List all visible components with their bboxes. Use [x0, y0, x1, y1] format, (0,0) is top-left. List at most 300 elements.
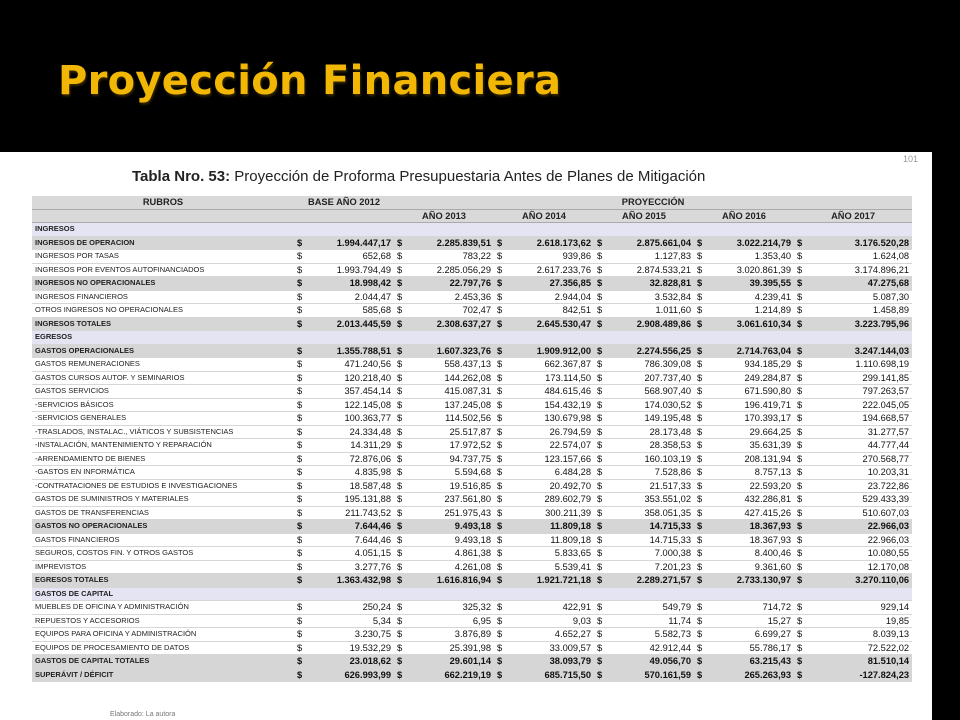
table-row [32, 668, 912, 682]
amount-cell: 3.532,84 [606, 290, 694, 304]
row-label: -SERVICIOS BÁSICOS [32, 398, 294, 412]
currency-symbol: $ [394, 493, 406, 507]
currency-symbol: $ [394, 601, 406, 615]
currency-symbol: $ [594, 614, 606, 628]
amount-cell: 55.786,17 [706, 641, 794, 655]
currency-symbol: $ [594, 466, 606, 480]
table-row [32, 574, 912, 588]
row-label: EQUIPOS PARA OFICINA Y ADMINISTRACIÓN [32, 628, 294, 642]
amount-cell: 702,47 [406, 304, 494, 318]
currency-symbol: $ [294, 668, 306, 682]
row-label: GASTOS NO OPERACIONALES [32, 520, 294, 534]
amount-cell: 2.617.233,76 [506, 263, 594, 277]
currency-symbol: $ [594, 412, 606, 426]
row-label: SEGUROS, COSTOS FIN. Y OTROS GASTOS [32, 547, 294, 561]
currency-symbol: $ [394, 574, 406, 588]
amount-cell: 7.000,38 [606, 547, 694, 561]
currency-symbol: $ [394, 439, 406, 453]
amount-cell: 662.367,87 [506, 358, 594, 372]
table-row [32, 533, 912, 547]
amount-cell: 20.492,70 [506, 479, 594, 493]
currency-symbol: $ [494, 520, 506, 534]
currency-symbol: $ [494, 601, 506, 615]
currency-symbol: $ [694, 574, 706, 588]
amount-cell: 211.743,52 [306, 506, 394, 520]
section-row [32, 331, 912, 345]
amount-cell: 529.433,39 [806, 493, 912, 507]
row-label: GASTOS FINANCIEROS [32, 533, 294, 547]
currency-symbol: $ [794, 412, 806, 426]
amount-cell: 2.453,36 [406, 290, 494, 304]
currency-symbol: $ [594, 290, 606, 304]
currency-symbol: $ [594, 385, 606, 399]
amount-cell: 2.044,47 [306, 290, 394, 304]
currency-symbol: $ [394, 479, 406, 493]
amount-cell: 1.353,40 [706, 250, 794, 264]
currency-symbol: $ [794, 614, 806, 628]
amount-cell: 137.245,08 [406, 398, 494, 412]
amount-cell: 5.539,41 [506, 560, 594, 574]
header-year: AÑO 2017 [794, 209, 912, 223]
amount-cell: 19,85 [806, 614, 912, 628]
amount-cell: 685.715,50 [506, 668, 594, 682]
amount-cell: 25.391,98 [406, 641, 494, 655]
currency-symbol: $ [594, 668, 606, 682]
amount-cell: 15,27 [706, 614, 794, 628]
amount-cell: 5.594,68 [406, 466, 494, 480]
table-row [32, 493, 912, 507]
amount-cell: 3.247.144,03 [806, 344, 912, 358]
currency-symbol: $ [794, 506, 806, 520]
currency-symbol: $ [294, 425, 306, 439]
table-row [32, 547, 912, 561]
amount-cell: 2.285.056,29 [406, 263, 494, 277]
amount-cell: 72.522,02 [806, 641, 912, 655]
table-row [32, 263, 912, 277]
table-row [32, 479, 912, 493]
currency-symbol: $ [294, 452, 306, 466]
amount-cell: 422,91 [506, 601, 594, 615]
amount-cell: 23.018,62 [306, 655, 394, 669]
currency-symbol: $ [594, 317, 606, 331]
embedded-document [0, 152, 932, 720]
amount-cell: 6,95 [406, 614, 494, 628]
amount-cell: 10.080,55 [806, 547, 912, 561]
currency-symbol: $ [394, 425, 406, 439]
amount-cell: 11.809,18 [506, 533, 594, 547]
amount-cell: 18.998,42 [306, 277, 394, 291]
row-label: GASTOS REMUNERACIONES [32, 358, 294, 372]
currency-symbol: $ [494, 277, 506, 291]
row-label: INGRESOS [32, 223, 294, 237]
amount-cell: 652,68 [306, 250, 394, 264]
amount-cell: 270.568,77 [806, 452, 912, 466]
currency-symbol: $ [594, 439, 606, 453]
currency-symbol: $ [394, 520, 406, 534]
currency-symbol: $ [294, 628, 306, 642]
amount-cell: 31.277,57 [806, 425, 912, 439]
amount-cell: 170.393,17 [706, 412, 794, 426]
currency-symbol: $ [694, 277, 706, 291]
amount-cell: 12.170,08 [806, 560, 912, 574]
amount-cell: 2.908.489,86 [606, 317, 694, 331]
amount-cell: 251.975,43 [406, 506, 494, 520]
currency-symbol: $ [794, 520, 806, 534]
amount-cell: 3.020.861,39 [706, 263, 794, 277]
currency-symbol: $ [694, 317, 706, 331]
amount-cell: 149.195,48 [606, 412, 694, 426]
currency-symbol: $ [394, 533, 406, 547]
amount-cell: 568.907,40 [606, 385, 694, 399]
currency-symbol: $ [394, 304, 406, 318]
currency-symbol: $ [394, 371, 406, 385]
amount-cell: 714,72 [706, 601, 794, 615]
amount-cell: 154.432,19 [506, 398, 594, 412]
amount-cell: 4.051,15 [306, 547, 394, 561]
currency-symbol: $ [594, 304, 606, 318]
currency-symbol: $ [794, 601, 806, 615]
currency-symbol: $ [594, 547, 606, 561]
currency-symbol: $ [794, 493, 806, 507]
amount-cell: 7.644,46 [306, 520, 394, 534]
currency-symbol: $ [394, 263, 406, 277]
currency-symbol: $ [294, 601, 306, 615]
amount-cell: 26.794,59 [506, 425, 594, 439]
currency-symbol: $ [294, 304, 306, 318]
currency-symbol: $ [394, 506, 406, 520]
currency-symbol: $ [794, 547, 806, 561]
header-rubros: RUBROS [32, 196, 294, 209]
budget-projection-table [32, 196, 912, 682]
amount-cell: 100.363,77 [306, 412, 394, 426]
currency-symbol: $ [494, 317, 506, 331]
currency-symbol: $ [494, 466, 506, 480]
amount-cell: 208.131,94 [706, 452, 794, 466]
amount-cell: 22.593,20 [706, 479, 794, 493]
table-body [32, 223, 912, 682]
amount-cell: 2.874.533,21 [606, 263, 694, 277]
currency-symbol: $ [794, 371, 806, 385]
amount-cell: 1.127,83 [606, 250, 694, 264]
slide-title: Proyección Financiera [58, 58, 562, 104]
header-base-year: BASE AÑO 2012 [294, 196, 394, 209]
currency-symbol: $ [694, 452, 706, 466]
amount-cell: 934.185,29 [706, 358, 794, 372]
amount-cell: 11,74 [606, 614, 694, 628]
currency-symbol: $ [694, 466, 706, 480]
amount-cell: 22.574,07 [506, 439, 594, 453]
amount-cell: 671.590,80 [706, 385, 794, 399]
currency-symbol: $ [294, 614, 306, 628]
currency-symbol: $ [794, 263, 806, 277]
amount-cell: 249.284,87 [706, 371, 794, 385]
amount-cell: 33.009,57 [506, 641, 594, 655]
currency-symbol: $ [694, 290, 706, 304]
amount-cell: 2.944,04 [506, 290, 594, 304]
amount-cell: 471.240,56 [306, 358, 394, 372]
currency-symbol: $ [394, 655, 406, 669]
amount-cell: 130.679,98 [506, 412, 594, 426]
currency-symbol: $ [494, 452, 506, 466]
amount-cell: 299.141,85 [806, 371, 912, 385]
currency-symbol: $ [694, 371, 706, 385]
amount-cell: 570.161,59 [606, 668, 694, 682]
table-row [32, 466, 912, 480]
amount-cell: 2.714.763,04 [706, 344, 794, 358]
table-row [32, 560, 912, 574]
amount-cell: 5.582,73 [606, 628, 694, 642]
table-caption [132, 168, 705, 185]
amount-cell: 25.517,87 [406, 425, 494, 439]
amount-cell: -127.824,23 [806, 668, 912, 682]
currency-symbol: $ [794, 439, 806, 453]
amount-cell: 9,03 [506, 614, 594, 628]
amount-cell: 14.311,29 [306, 439, 394, 453]
currency-symbol: $ [694, 547, 706, 561]
amount-cell: 3.176.520,28 [806, 236, 912, 250]
currency-symbol: $ [294, 263, 306, 277]
amount-cell: 842,51 [506, 304, 594, 318]
amount-cell: 358.051,35 [606, 506, 694, 520]
currency-symbol: $ [494, 479, 506, 493]
currency-symbol: $ [494, 236, 506, 250]
currency-symbol: $ [494, 614, 506, 628]
amount-cell: 47.275,68 [806, 277, 912, 291]
currency-symbol: $ [494, 398, 506, 412]
table-row [32, 452, 912, 466]
amount-cell: 8.039,13 [806, 628, 912, 642]
row-label: INGRESOS NO OPERACIONALES [32, 277, 294, 291]
currency-symbol: $ [294, 560, 306, 574]
amount-cell: 1.214,89 [706, 304, 794, 318]
currency-symbol: $ [494, 250, 506, 264]
currency-symbol: $ [694, 425, 706, 439]
amount-cell: 17.972,52 [406, 439, 494, 453]
currency-symbol: $ [594, 452, 606, 466]
currency-symbol: $ [494, 533, 506, 547]
amount-cell: 10.203,31 [806, 466, 912, 480]
amount-cell: 300.211,39 [506, 506, 594, 520]
amount-cell: 120.218,40 [306, 371, 394, 385]
currency-symbol: $ [594, 506, 606, 520]
currency-symbol: $ [794, 533, 806, 547]
amount-cell: 8.757,13 [706, 466, 794, 480]
row-label: OTROS INGRESOS NO OPERACIONALES [32, 304, 294, 318]
currency-symbol: $ [294, 506, 306, 520]
amount-cell: 174.030,52 [606, 398, 694, 412]
currency-symbol: $ [794, 425, 806, 439]
amount-cell: 1.458,89 [806, 304, 912, 318]
amount-cell: 14.715,33 [606, 520, 694, 534]
row-label: INGRESOS DE OPERACION [32, 236, 294, 250]
currency-symbol: $ [394, 452, 406, 466]
currency-symbol: $ [294, 412, 306, 426]
currency-symbol: $ [294, 250, 306, 264]
row-label: GASTOS SERVICIOS [32, 385, 294, 399]
row-label: -CONTRATACIONES DE ESTUDIOS E INVESTIGACIONES [32, 479, 294, 493]
amount-cell: 2.645.530,47 [506, 317, 594, 331]
row-label: SUPERÁVIT / DÉFICIT [32, 668, 294, 682]
currency-symbol: $ [794, 466, 806, 480]
currency-symbol: $ [494, 668, 506, 682]
table-row [32, 250, 912, 264]
table-row [32, 344, 912, 358]
currency-symbol: $ [694, 520, 706, 534]
currency-symbol: $ [394, 317, 406, 331]
amount-cell: 325,32 [406, 601, 494, 615]
amount-cell: 32.828,81 [606, 277, 694, 291]
row-label: INGRESOS POR TASAS [32, 250, 294, 264]
currency-symbol: $ [594, 520, 606, 534]
currency-symbol: $ [494, 290, 506, 304]
currency-symbol: $ [594, 425, 606, 439]
amount-cell: 662.219,19 [406, 668, 494, 682]
row-label: -INSTALACIÓN, MANTENIMIENTO Y REPARACIÓN [32, 439, 294, 453]
amount-cell: 1.994.447,17 [306, 236, 394, 250]
currency-symbol: $ [594, 358, 606, 372]
table-row [32, 412, 912, 426]
amount-cell: 3.876,89 [406, 628, 494, 642]
amount-cell: 194.668,57 [806, 412, 912, 426]
currency-symbol: $ [294, 358, 306, 372]
amount-cell: 353.551,02 [606, 493, 694, 507]
currency-symbol: $ [394, 412, 406, 426]
row-label: REPUESTOS Y ACCESORIOS [32, 614, 294, 628]
currency-symbol: $ [794, 452, 806, 466]
currency-symbol: $ [394, 344, 406, 358]
currency-symbol: $ [794, 398, 806, 412]
row-label: GASTOS DE CAPITAL [32, 587, 294, 601]
header-year: AÑO 2013 [394, 209, 494, 223]
currency-symbol: $ [494, 574, 506, 588]
currency-symbol: $ [794, 668, 806, 682]
currency-symbol: $ [794, 560, 806, 574]
currency-symbol: $ [494, 628, 506, 642]
amount-cell: 783,22 [406, 250, 494, 264]
table-caption-text: Proyección de Proforma Presupuestaria Antes de Planes de Mitigación [230, 168, 706, 185]
amount-cell: 160.103,19 [606, 452, 694, 466]
currency-symbol: $ [694, 601, 706, 615]
amount-cell: 207.737,40 [606, 371, 694, 385]
currency-symbol: $ [694, 668, 706, 682]
table-row [32, 398, 912, 412]
currency-symbol: $ [594, 493, 606, 507]
currency-symbol: $ [594, 533, 606, 547]
currency-symbol: $ [694, 304, 706, 318]
currency-symbol: $ [294, 290, 306, 304]
currency-symbol: $ [294, 277, 306, 291]
amount-cell: 558.437,13 [406, 358, 494, 372]
amount-cell: 14.715,33 [606, 533, 694, 547]
currency-symbol: $ [794, 358, 806, 372]
table-row [32, 236, 912, 250]
amount-cell: 196.419,71 [706, 398, 794, 412]
page-number: 101 [902, 154, 918, 164]
amount-cell: 510.607,03 [806, 506, 912, 520]
amount-cell: 8.400,46 [706, 547, 794, 561]
amount-cell: 22.966,03 [806, 533, 912, 547]
currency-symbol: $ [794, 628, 806, 642]
currency-symbol: $ [594, 398, 606, 412]
amount-cell: 3.230,75 [306, 628, 394, 642]
amount-cell: 7.201,23 [606, 560, 694, 574]
currency-symbol: $ [394, 628, 406, 642]
header-row [32, 196, 912, 209]
currency-symbol: $ [494, 304, 506, 318]
amount-cell: 123.157,66 [506, 452, 594, 466]
row-label: EQUIPOS DE PROCESAMIENTO DE DATOS [32, 641, 294, 655]
currency-symbol: $ [594, 236, 606, 250]
amount-cell: 1.355.788,51 [306, 344, 394, 358]
amount-cell: 797.263,57 [806, 385, 912, 399]
table-row [32, 655, 912, 669]
currency-symbol: $ [494, 493, 506, 507]
table-row [32, 439, 912, 453]
amount-cell: 29.664,25 [706, 425, 794, 439]
currency-symbol: $ [594, 641, 606, 655]
currency-symbol: $ [394, 641, 406, 655]
row-label: GASTOS DE CAPITAL TOTALES [32, 655, 294, 669]
amount-cell: 19.532,29 [306, 641, 394, 655]
amount-cell: 9.361,60 [706, 560, 794, 574]
amount-cell: 1.624,08 [806, 250, 912, 264]
currency-symbol: $ [594, 601, 606, 615]
section-row [32, 587, 912, 601]
currency-symbol: $ [294, 655, 306, 669]
currency-symbol: $ [494, 547, 506, 561]
currency-symbol: $ [694, 236, 706, 250]
row-label: -GASTOS EN INFORMÁTICA [32, 466, 294, 480]
header-projection: PROYECCIÓN [394, 196, 912, 209]
currency-symbol: $ [694, 439, 706, 453]
currency-symbol: $ [694, 628, 706, 642]
currency-symbol: $ [694, 250, 706, 264]
currency-symbol: $ [694, 560, 706, 574]
currency-symbol: $ [494, 412, 506, 426]
currency-symbol: $ [794, 641, 806, 655]
amount-cell: 1.607.323,76 [406, 344, 494, 358]
amount-cell: 2.274.556,25 [606, 344, 694, 358]
currency-symbol: $ [594, 479, 606, 493]
amount-cell: 173.114,50 [506, 371, 594, 385]
amount-cell: 6.484,28 [506, 466, 594, 480]
currency-symbol: $ [394, 290, 406, 304]
amount-cell: 18.367,93 [706, 520, 794, 534]
table-row [32, 628, 912, 642]
amount-cell: 289.602,79 [506, 493, 594, 507]
currency-symbol: $ [694, 344, 706, 358]
amount-cell: 94.737,75 [406, 452, 494, 466]
currency-symbol: $ [394, 668, 406, 682]
amount-cell: 1.363.432,98 [306, 574, 394, 588]
currency-symbol: $ [494, 371, 506, 385]
amount-cell: 1.909.912,00 [506, 344, 594, 358]
currency-symbol: $ [394, 560, 406, 574]
amount-cell: 21.517,33 [606, 479, 694, 493]
amount-cell: 549,79 [606, 601, 694, 615]
amount-cell: 2.013.445,59 [306, 317, 394, 331]
table-row [32, 304, 912, 318]
currency-symbol: $ [294, 236, 306, 250]
table-row [32, 641, 912, 655]
amount-cell: 357.454,14 [306, 385, 394, 399]
currency-symbol: $ [294, 385, 306, 399]
amount-cell: 7.528,86 [606, 466, 694, 480]
currency-symbol: $ [294, 317, 306, 331]
currency-symbol: $ [294, 520, 306, 534]
amount-cell: 1.110.698,19 [806, 358, 912, 372]
amount-cell: 1.616.816,94 [406, 574, 494, 588]
